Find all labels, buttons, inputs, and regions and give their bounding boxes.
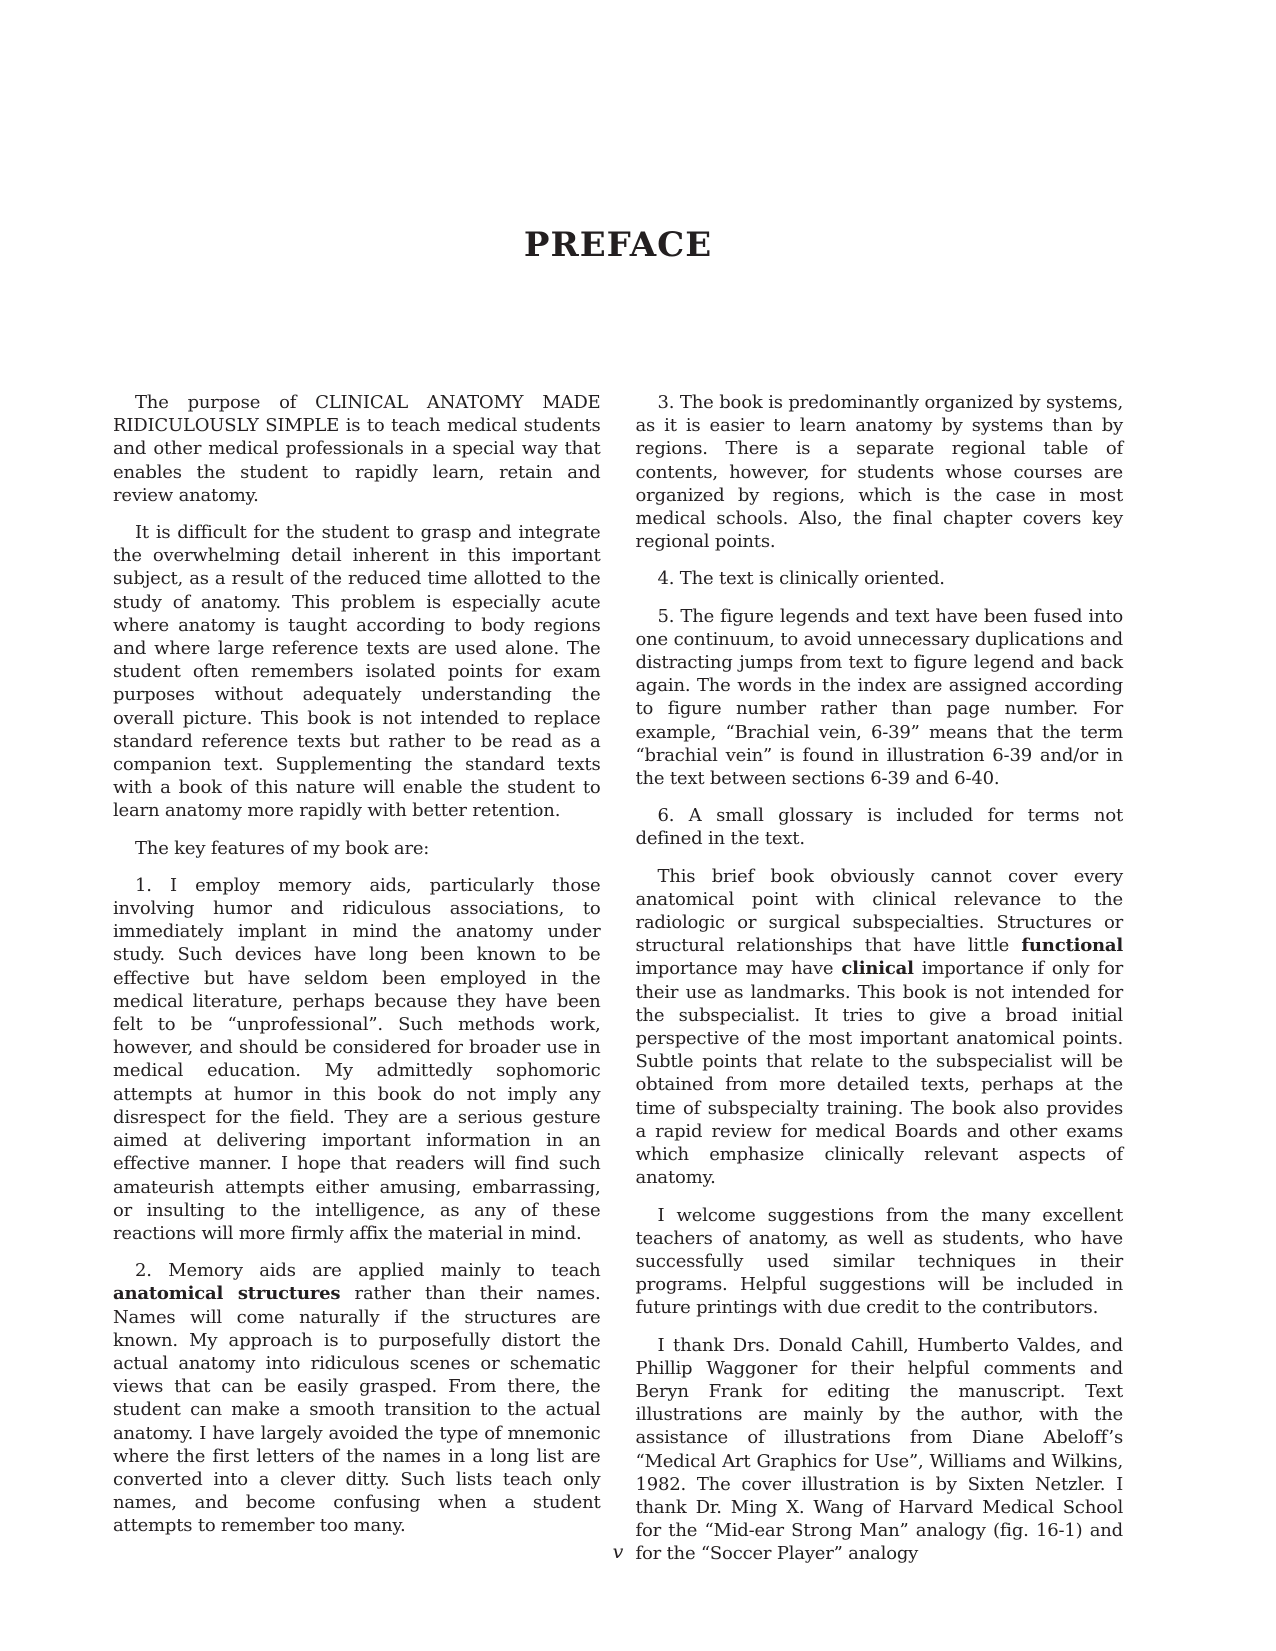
text-run: The purpose of CLINICAL ANATOMY MADE RIDICULOUSLY SIMPLE is to teach medical students and other medical professionals in a special way that enables the student to rapidly learn, retain and review anatomy. — [113, 392, 601, 506]
text-run: 5. The figure legends and text have been fused into one continuum, to avoid unnecessary duplications and distracting jumps from text to figure legend and back again. The words in the index are assigned according to figure number rather than page number. For example, “Brachial vein, 6-39” means that the term “brachial vein” is found in illustration 6-39 and/or in the text between sections 6-39 and 6-40. — [635, 605, 1123, 790]
text-run: importance may have — [635, 958, 842, 980]
paragraph — [636, 605, 1124, 791]
paragraph — [636, 865, 1124, 1190]
page-number: v — [612, 1541, 624, 1563]
paragraph — [636, 391, 1124, 553]
text-run: I welcome suggestions from the many excellent teachers of anatomy, as well as students, who have successfully used similar techniques in their programs. Helpful suggestions will be included in future printings with due credit to the contributors. — [635, 1204, 1123, 1319]
bold-phrase: functional — [1021, 935, 1123, 957]
text-run: 6. A small glossary is included for terms not defined in the text. — [635, 805, 1123, 850]
text-run: 3. The book is predominantly organized by systems, as it is easier to learn anatomy by systems than by regions. There is a separate regional table of contents, however, for students whose courses are organized by regions, which is the case in most medical schools. Also, the final chapter covers key regional points. — [635, 392, 1123, 553]
paragraph — [113, 391, 601, 507]
bold-phrase: clinical — [841, 958, 914, 980]
paragraph — [636, 804, 1124, 850]
text-run: 1. I employ memory aids, particularly those involving humor and ridiculous associations, to immediately implant in mind the anatomy under study. Such devices have long been known to be effective but have seldom been employed in the medical literature, perhaps because they have been felt to be “unprofessional”. Such methods work, however, and should be considered for broader use in medical education. My admittedly sophomoric attempts at humor in this book do not imply any disrespect for the field. They are a serious gesture aimed at delivering important information in an effective manner. I hope that readers will find such amateurish attempts either amusing, embarrassing, or insulting to the intelligence, as any of these reactions will more firmly affix the material in mind. — [113, 874, 601, 1244]
text-run: This brief book obviously cannot cover every anatomical point with clinical relevance to the radiologic or surgical subspecialties. Structures or structural relationships that have little — [635, 865, 1123, 957]
paragraph — [113, 837, 601, 860]
text-run: The key features of my book are: — [135, 837, 430, 859]
paragraph — [113, 874, 601, 1245]
paragraph — [636, 1204, 1124, 1320]
text-run: 4. The text is clinically oriented. — [657, 568, 945, 590]
text-run: importance if only for their use as landmarks. This book is not intended for the subspecialist. It tries to give a broad initial perspective of the most important anatomical points. Subtle points that relate to the subspecialist will be obtained from more detailed texts, perhaps at the time of subspecialty training. The book also provides a rapid review for medical Boards and other exams which emphasize clinically relevant aspects of anatomy. — [635, 958, 1123, 1189]
paragraph — [113, 521, 601, 823]
paragraph — [636, 1334, 1124, 1566]
text-run: 2. Memory aids are applied mainly to teach — [135, 1260, 601, 1282]
bold-phrase: anatomical structures — [113, 1283, 341, 1305]
page-title: PREFACE — [523, 225, 713, 265]
paragraph — [113, 1259, 601, 1537]
left-column — [113, 391, 601, 1566]
text-columns — [113, 391, 1123, 1566]
text-run: It is difficult for the student to grasp and integrate the overwhelming detail inherent in this important subject, as a result of the reduced time allotted to the study of anatomy. This problem is especially acute where anatomy is taught according to body regions and where large reference texts are used alone. The student often remembers isolated points for exam purposes without adequately understanding the overall picture. This book is not intended to replace standard reference texts but rather to be read as a companion text. Supplementing the standard texts with a book of this nature will enable the student to learn anatomy more rapidly with better retention. — [113, 522, 601, 822]
text-run: I thank Drs. Donald Cahill, Humberto Valdes, and Phillip Waggoner for their helpful comments and Beryn Frank for editing the manuscript. Text illustrations are mainly by the author, with the assistance of illustrations from Diane Abeloff’s “Medical Art Graphics for Use”, Williams and Wilkins, 1982. The cover illustration is by Sixten Netzler. I thank Dr. Ming X. Wang of Harvard Medical School for the “Mid-ear Strong Man” analogy (fig. 16-1) and for the “Soccer Player” analogy — [635, 1334, 1123, 1565]
text-run: rather than their names. Names will come naturally if the structures are known. My approach is to purposefully distort the actual anatomy into ridiculous scenes or schematic views that can be easily grasped. From there, the student can make a smooth transition to the actual anatomy. I have largely avoided the type of mnemonic where the first letters of the names in a long list are converted into a clever ditty. Such lists teach only names, and become confusing when a student attempts to remember too many. — [113, 1283, 601, 1537]
paragraph — [636, 567, 1124, 590]
right-column — [636, 391, 1124, 1566]
